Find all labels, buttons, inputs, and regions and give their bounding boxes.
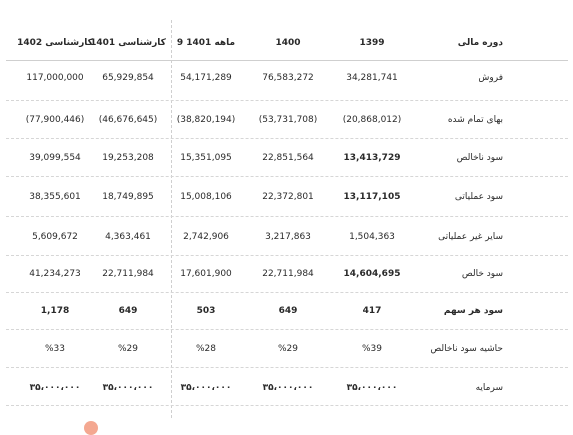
table-cell: ۳۵،۰۰۰،۰۰۰	[262, 383, 314, 393]
row-divider	[6, 367, 568, 368]
table-cell: 649	[118, 306, 138, 316]
row-label: سود هر سهم	[443, 306, 503, 316]
table-cell: 503	[196, 306, 216, 316]
table-cell: 15,351,095	[180, 153, 232, 163]
table-cell: 22,851,564	[262, 153, 314, 163]
row-label: فروش	[478, 73, 503, 83]
table-cell: ۳۵،۰۰۰،۰۰۰	[102, 383, 154, 393]
row-label: سایر غیر عملیاتی	[438, 232, 503, 242]
table-cell: 5,609,672	[32, 232, 78, 242]
table-cell: ۳۵،۰۰۰،۰۰۰	[29, 383, 81, 393]
row-label: حاشیه سود ناخالص	[430, 344, 503, 354]
table-cell: (20,868,012)	[342, 115, 402, 125]
table-cell: 2,742,906	[183, 232, 229, 242]
table-cell: (53,731,708)	[258, 115, 318, 125]
table-cell: 76,583,272	[262, 73, 314, 83]
table-cell: (38,820,194)	[176, 115, 236, 125]
table-cell: %29	[117, 344, 139, 354]
table-cell: 649	[278, 306, 298, 316]
table-cell: (77,900,446)	[25, 115, 85, 125]
row-divider	[6, 100, 568, 101]
table-cell: 22,711,984	[262, 269, 314, 279]
header-1400: 1400	[275, 38, 301, 48]
table-cell: 22,711,984	[102, 269, 154, 279]
column-separator	[171, 20, 172, 418]
header-forecast-1402: کارشناسی 1402	[17, 38, 93, 48]
table-cell: 17,601,900	[180, 269, 232, 279]
table-cell: (46,676,645)	[98, 115, 158, 125]
table-cell: 54,171,289	[180, 73, 232, 83]
table-cell: ۳۵،۰۰۰،۰۰۰	[180, 383, 232, 393]
row-divider	[6, 138, 568, 139]
table-cell: %29	[277, 344, 299, 354]
header-9month-1401: 9 ماهه 1401	[176, 38, 236, 48]
row-label: سرمایه	[475, 383, 503, 393]
table-cell: 39,099,554	[29, 153, 81, 163]
row-label: بهای تمام شده	[447, 115, 503, 125]
table-cell: 13,413,729	[343, 153, 401, 163]
table-cell: 41,234,273	[29, 269, 81, 279]
header-forecast-1401: کارشناسی 1401	[90, 38, 166, 48]
table-cell: 13,117,105	[343, 192, 401, 202]
table-cell: 34,281,741	[346, 73, 398, 83]
table-cell: 117,000,000	[26, 73, 84, 83]
row-divider	[6, 329, 568, 330]
row-label: سود عملیاتی	[454, 192, 503, 202]
table-cell: 3,217,863	[265, 232, 311, 242]
table-cell: 4,363,461	[105, 232, 151, 242]
header-divider	[6, 60, 568, 61]
header-1399: 1399	[359, 38, 385, 48]
table-cell: 22,372,801	[262, 192, 314, 202]
row-divider	[6, 176, 568, 177]
table-cell: 15,008,106	[180, 192, 232, 202]
table-cell: 38,355,601	[29, 192, 81, 202]
row-label: سود خالص	[461, 269, 503, 279]
row-divider	[6, 292, 568, 293]
row-divider	[6, 216, 568, 217]
row-label: سود ناخالص	[456, 153, 503, 163]
table-cell: 14,604,695	[343, 269, 401, 279]
table-cell: ۳۵،۰۰۰،۰۰۰	[346, 383, 398, 393]
table-cell: 417	[362, 306, 382, 316]
table-cell: %33	[44, 344, 66, 354]
table-cell: 18,749,895	[102, 192, 154, 202]
table-cell: 19,253,208	[102, 153, 154, 163]
table-cell: 1,504,363	[349, 232, 395, 242]
table-cell: %28	[195, 344, 217, 354]
table-cell: 65,929,854	[102, 73, 154, 83]
table-cell: %39	[361, 344, 383, 354]
slide-indicator-dot	[84, 421, 98, 435]
row-divider	[6, 405, 568, 406]
row-divider	[6, 255, 568, 256]
table-cell: 1,178	[40, 306, 70, 316]
header-fiscal-period: دوره مالی	[457, 38, 503, 48]
